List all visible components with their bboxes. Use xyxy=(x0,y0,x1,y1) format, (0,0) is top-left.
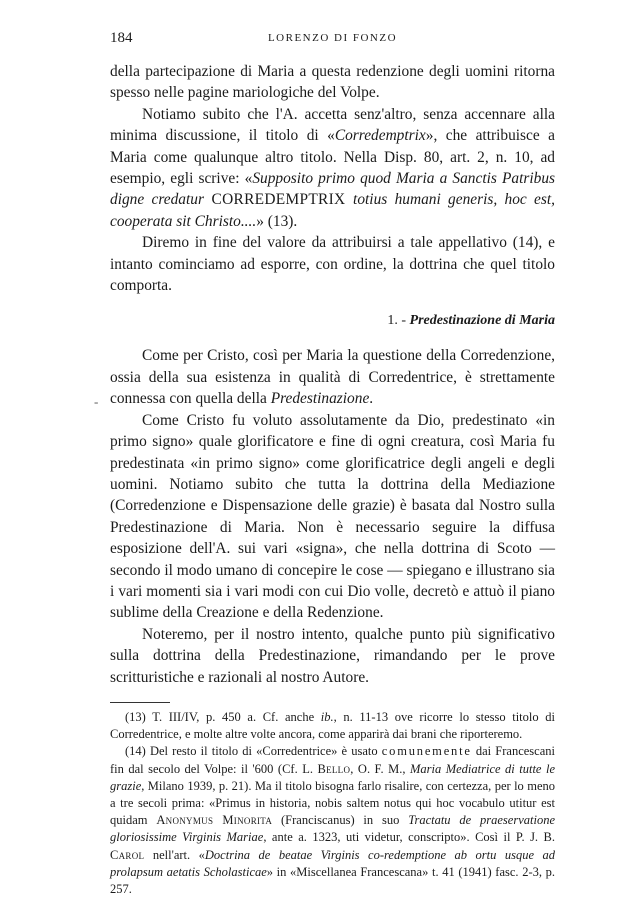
text-run: , O. F. M., xyxy=(350,761,410,776)
page-header xyxy=(110,30,555,50)
paragraph-6: Noteremo, per il nostro intento, qualche punto più significativo sulla dottrina della Predestinazione, rimandando per le prove scritturistiche e razionali al nostro Autore. xyxy=(110,625,555,686)
latin-quote: Supposito primo quod Maria a Sanctis Patribus digne credatur xyxy=(110,170,556,209)
paragraph-5: Come Cristo fu voluto assolutamente da Dio, predestinato «in primo signo» quale glorificatore e fine di ogni creatura, così Maria fu predestinata «in primo signo» come glorificatrice degli angeli e degli uomini. Notiamo subito che tutta la dottrina della Mediazione (Corredenzione e Dispensazione delle grazie) è basata dal Nostro sulla Predestinazione di Maria. Non è necessario seguire la diffusa esposizione dell'A. sui vari «signa», che nella dottrina di Scoto — secondo il modo umano di concepire le cose — spiegano e illustrano sia i vari momenti sia i vari modi con cui Dio volle, decretò e attuò il piano sublime della Creazione e della Redenzione. xyxy=(110,411,555,622)
author-name: Bello xyxy=(317,761,351,776)
article-title: Doctrina de beatae Virginis co-redemptione ab ortu usque ad prolapsum aetatis Scholasticae xyxy=(110,847,556,879)
book-title: Tractatu de praeservatione gloriosissime Virginis Mariae xyxy=(110,813,555,845)
text-run: », che attribuisce a Maria come qualunque altro titolo. Nella Disp. 80, art. 2, n. 10, ad esempio, egli scrive: « xyxy=(110,127,555,188)
section-number: 1. - xyxy=(387,313,407,329)
footnote-14 xyxy=(110,743,555,898)
italic-term: Predestinazione xyxy=(270,390,370,408)
running-head: LORENZO DI FONZO xyxy=(267,32,398,44)
text-run: nell'art. « xyxy=(144,847,205,862)
author-name: Anonymus Minorita xyxy=(156,813,273,828)
text-run: , n. 11-13 ove ricorre lo stesso titolo di Corredentrice, e molte altre volte ancora, come apparirà dai brani che riporteremo. xyxy=(110,709,555,742)
text-run: » in «Miscellanea Francescana» t. 41 (1941) fasc. 2-3, p. 257. xyxy=(110,864,555,896)
text-run: Notiamo subito che l'A. accetta senz'altro, senza accennare alla minima discussione, il titolo di « xyxy=(110,105,555,145)
text-run: » (13). xyxy=(256,212,298,230)
paragraph-1: della partecipazione di Maria a questa redenzione degli uomini ritorna spesso nelle pagine mariologiche del Volpe. xyxy=(110,63,555,102)
italic-term: Corredemptrix xyxy=(334,127,426,145)
text-run: (13) T. III/IV, p. 450 a. Cf. anche xyxy=(125,709,321,724)
text-run: (14) Del resto il titolo di «Corredentrice» è usato xyxy=(125,744,382,759)
footnote-divider xyxy=(110,702,170,703)
section-title: Predestinazione di Maria xyxy=(409,313,555,329)
small-caps-term: CORREDEMPTRIX xyxy=(203,191,354,209)
margin-mark: - xyxy=(94,394,99,409)
text-run: , Milano 1939, p. 21). Ma il titolo bisogna farlo risalire, con certezza, per lo meno a tre secoli prima: «Primus in historia, nobis saltem notus qui hoc vocabulo utitur est quidam xyxy=(110,778,555,828)
paragraph-2 xyxy=(110,104,555,232)
page-number: 184 xyxy=(110,30,133,46)
italic-term: ib. xyxy=(320,709,334,724)
text-run: Come per Cristo, così per Maria la questione della Corredenzione, ossia della sua esistenza in qualità di Corredentrice, è strettamente connessa con quella della xyxy=(110,347,555,408)
latin-quote: totius humani generis, hoc est, cooperata sit Christo.... xyxy=(110,191,555,230)
paragraph-4 xyxy=(110,345,555,409)
paragraph-3: Diremo in fine del valore da attribuirsi a tale appellativo (14), e intanto cominciamo ad esporre, con ordine, la dottrina che quel titolo comporta. xyxy=(110,234,555,295)
text-run: dai Francescani fin dal secolo del Volpe: il '600 (Cf. L. xyxy=(110,744,555,776)
footnote-13 xyxy=(110,709,555,743)
text-run: , ante a. 1323, uti videtur, conscripto». Così il P. J. B. xyxy=(263,830,555,845)
author-name: Carol xyxy=(110,847,145,862)
text-run: . xyxy=(369,390,374,408)
spaced-term: comunemente xyxy=(381,744,472,759)
section-heading xyxy=(110,311,555,331)
text-run: (Franciscanus) in suo xyxy=(272,813,409,828)
book-title: Maria Mediatrice di tutte le grazie xyxy=(110,761,555,793)
main-text xyxy=(110,61,555,898)
